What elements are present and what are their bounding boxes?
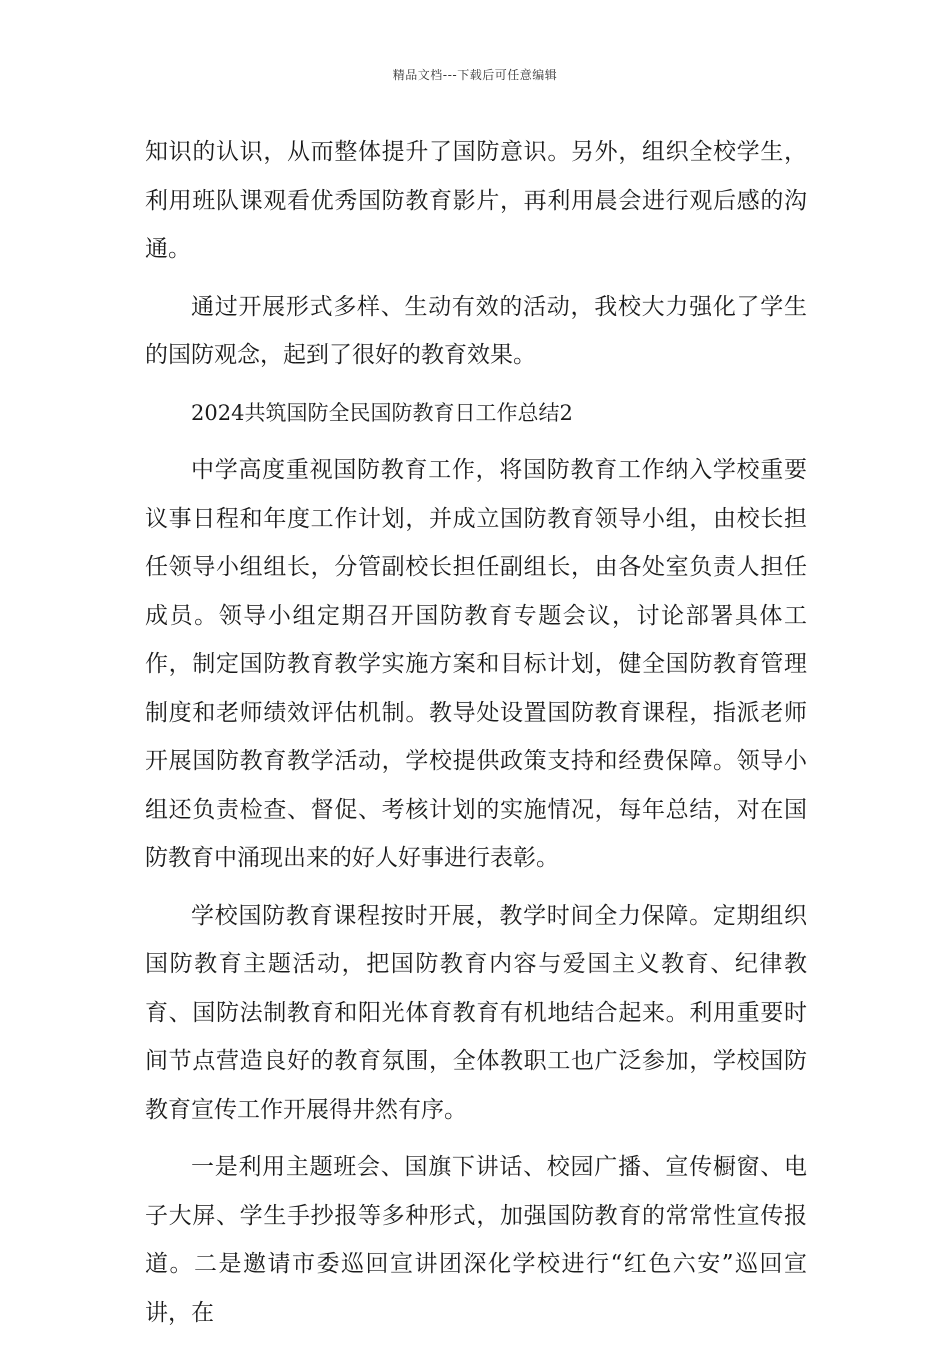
header-note: 精品文档---下载后可任意编辑 [392,68,558,82]
section-heading: 2024共筑国防全民国防教育日工作总结2 [191,400,573,425]
paragraph-continuation: 知识的认识，从而整体提升了国防意识。另外，组织全校学生，利用班队课观看优秀国防教育影片，再利用晨会进行观后感的沟通。 [145,139,807,262]
paragraph-publicity: 一是利用主题班会、国旗下讲话、校园广播、宣传橱窗、电子大屏、学生手抄报等多种形式，加强国防教育的常常性宣传报道。二是邀请市委巡回宣讲团深化学校进行“红色六安”巡回宣讲，在 [145,1154,807,1326]
paragraph-leadership: 中学高度重视国防教育工作，将国防教育工作纳入学校重要议事日程和年度工作计划，并成立国防教育领导小组，由校长担任领导小组组长，分管副校长担任副组长，由各处室负责人担任成员。领导小组定期召开国防教育专题会议，讨论部署具体工作，制定国防教育教学实施方案和目标计划，健全国防教育管理制度和老师绩效评估机制。教导处设置国防教育课程，指派老师开展国防教育教学活动，学校提供政策支持和经费保障。领导小组还负责检查、督促、考核计划的实施情况，每年总结，对在国防教育中涌现出来的好人好事进行表彰。 [145,457,807,871]
document-body [145,128,807,1346]
paragraph-curriculum: 学校国防教育课程按时开展，教学时间全力保障。定期组织国防教育主题活动，把国防教育内容与爱国主义教育、纪律教育、国防法制教育和阳光体育教育有机地结合起来。利用重要时间节点营造良好的教育氛围，全体教职工也广泛参加，学校国防教育宣传工作开展得井然有序。 [145,902,807,1123]
paragraph-activities-summary: 通过开展形式多样、生动有效的活动，我校大力强化了学生的国防观念，起到了很好的教育效果。 [145,293,807,368]
